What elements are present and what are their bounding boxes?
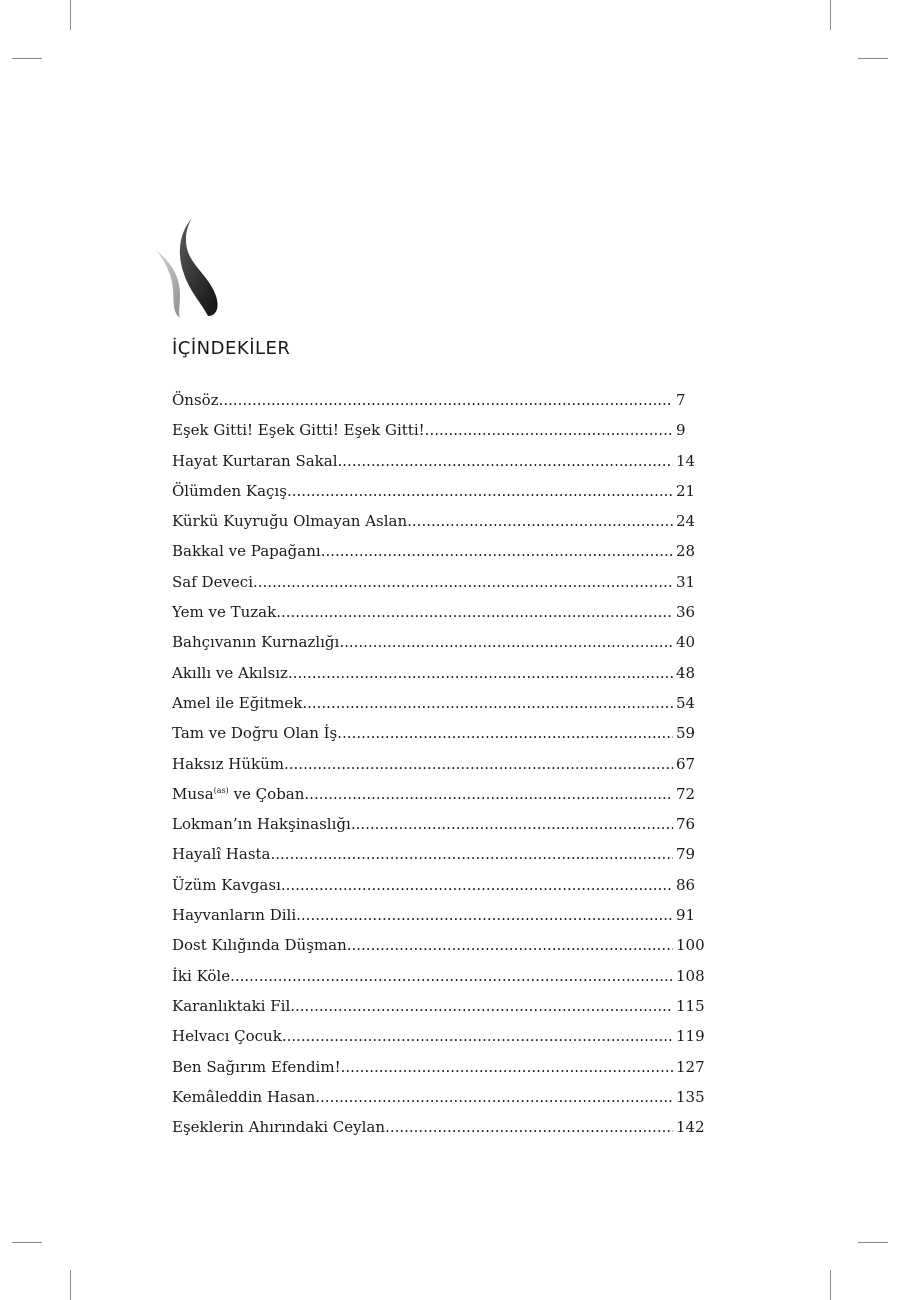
toc-entry-page-number: 76	[676, 815, 696, 834]
toc-entry-title-text: Kemâleddin Hasan	[172, 1087, 316, 1106]
toc-entry-title-text: Hayat Kurtaran Sakal	[172, 451, 338, 470]
toc-entry-page-number: 7	[676, 391, 686, 409]
dot-leader	[253, 567, 673, 597]
toc-entry-title	[172, 991, 290, 1021]
toc-entry-title-text: Lokman’ın Hakşinaslığı	[172, 815, 351, 834]
toc-entry-title	[172, 536, 321, 566]
dot-leader	[290, 991, 673, 1021]
toc-entry[interactable]	[172, 597, 706, 627]
toc-entry-page-number: 14	[676, 451, 696, 470]
toc-entry[interactable]	[172, 1052, 706, 1082]
toc-entry-title	[172, 809, 351, 839]
toc-entry-title	[172, 688, 302, 718]
toc-entry[interactable]	[172, 809, 706, 839]
toc-entry-title-text: Bahçıvanın Kurnazlığı	[172, 633, 340, 652]
toc-entry-page-number: 59	[676, 724, 696, 743]
toc-entry[interactable]	[172, 1112, 706, 1142]
dot-leader	[281, 870, 673, 900]
toc-entry-title-text: Bakkal ve Papağanı	[172, 542, 321, 561]
toc-entry-title-text: Dost Kılığında Düşman	[172, 936, 347, 955]
toc-entry-page-number: 119	[676, 1027, 705, 1046]
toc-entry-title	[172, 961, 230, 991]
toc-entry-title-text: Ben Sağırım Efendim!	[172, 1057, 341, 1076]
crop-mark-bottom-right-vertical	[830, 1270, 831, 1300]
calligraphic-swirl-icon	[150, 212, 222, 322]
toc-entry-title	[172, 870, 281, 900]
toc-entry-page-number: 31	[676, 572, 696, 591]
toc-entry-title-text: Kürkü Kuyruğu Olmayan Aslan	[172, 512, 408, 531]
toc-entry-page-number: 48	[676, 663, 696, 682]
toc-entry-title	[172, 718, 337, 748]
dot-leader	[219, 385, 673, 415]
toc-entry[interactable]	[172, 567, 706, 597]
toc-entry-title	[172, 597, 276, 627]
toc-entry-page-number: 86	[676, 875, 696, 894]
dot-leader	[282, 1021, 673, 1051]
dot-leader	[339, 627, 673, 657]
toc-entry-title-text: Musa	[172, 784, 214, 803]
toc-entry-title	[172, 476, 287, 506]
dot-leader	[347, 930, 673, 960]
toc-entry[interactable]	[172, 476, 706, 506]
toc-entry-page-number: 79	[676, 845, 696, 864]
toc-entry-page-number: 100	[676, 936, 705, 955]
toc-entry[interactable]	[172, 779, 706, 809]
toc-entry-title-text: Hayvanların Dili	[172, 906, 297, 925]
dot-leader	[271, 839, 674, 869]
toc-entry-page-number: 91	[676, 906, 696, 925]
toc-entry-page-number: 40	[676, 633, 696, 652]
dot-leader	[288, 658, 673, 688]
toc-entry-page-number: 28	[676, 542, 696, 561]
toc-entry[interactable]	[172, 900, 706, 930]
toc-entry[interactable]	[172, 536, 706, 566]
toc-entry-title-text: Eşek Gitti! Eşek Gitti! Eşek Gitti!	[172, 421, 425, 440]
table-of-contents	[172, 385, 706, 1142]
toc-heading: İÇİNDEKİLER	[172, 338, 291, 359]
toc-entry[interactable]	[172, 627, 706, 657]
toc-entry[interactable]	[172, 506, 706, 536]
toc-entry-title	[172, 749, 284, 779]
toc-entry-title	[172, 415, 425, 445]
toc-entry[interactable]	[172, 1082, 706, 1112]
toc-entry-title-text: Önsöz	[172, 391, 219, 409]
toc-entry-title	[172, 1112, 385, 1142]
toc-entry-page-number: 36	[676, 603, 696, 622]
dot-leader	[287, 476, 673, 506]
toc-entry[interactable]	[172, 930, 706, 960]
crop-mark-top-left-horizontal	[12, 58, 42, 59]
dot-leader	[302, 688, 673, 718]
toc-entry[interactable]	[172, 415, 706, 445]
toc-entry-page-number: 54	[676, 693, 696, 712]
toc-entry-title-text: Tam ve Doğru Olan İş	[172, 724, 338, 743]
toc-entry-title	[172, 930, 347, 960]
toc-entry-page-number: 142	[676, 1118, 705, 1137]
dot-leader	[338, 446, 673, 476]
toc-entry-page-number: 24	[676, 512, 696, 531]
toc-entry-title	[172, 900, 296, 930]
toc-entry[interactable]	[172, 658, 706, 688]
toc-entry-page-number: 72	[676, 784, 696, 803]
crop-mark-top-right-vertical	[830, 0, 831, 30]
toc-entry[interactable]	[172, 688, 706, 718]
toc-entry-title	[172, 1052, 341, 1082]
toc-entry[interactable]	[172, 870, 706, 900]
toc-entry[interactable]	[172, 749, 706, 779]
toc-entry-title	[172, 1021, 282, 1051]
toc-entry-title	[172, 506, 407, 536]
toc-entry-title	[172, 385, 219, 415]
toc-entry-page-number: 67	[676, 754, 696, 773]
crop-mark-bottom-right-horizontal	[858, 1242, 888, 1243]
toc-entry-title-text: Üzüm Kavgası	[172, 875, 281, 894]
dot-leader	[284, 749, 673, 779]
dot-leader	[351, 809, 673, 839]
dot-leader	[385, 1112, 673, 1142]
toc-entry-page-number: 127	[676, 1057, 705, 1076]
toc-entry-title-text: İki Köle	[172, 966, 231, 985]
dot-leader	[337, 718, 673, 748]
dot-leader	[304, 779, 673, 809]
toc-entry-title-text: Yem ve Tuzak	[172, 603, 277, 622]
crop-mark-top-left-vertical	[70, 0, 71, 30]
dot-leader	[230, 961, 673, 991]
toc-entry[interactable]	[172, 718, 706, 748]
toc-entry-title	[172, 779, 304, 809]
toc-entry-page-number: 135	[676, 1087, 705, 1106]
toc-entry-title	[172, 627, 339, 657]
toc-entry-title-text: Ölümden Kaçış	[172, 481, 287, 500]
dot-leader	[276, 597, 673, 627]
toc-entry-page-number: 108	[676, 966, 705, 985]
toc-entry-title-text: Karanlıktaki Fil	[172, 996, 291, 1015]
toc-entry-title-text: Haksız Hüküm	[172, 754, 284, 773]
toc-entry-title	[172, 446, 338, 476]
toc-entry-title	[172, 658, 288, 688]
dot-leader	[425, 415, 673, 445]
toc-entry-title-text: Helvacı Çocuk	[172, 1027, 282, 1046]
toc-entry-page-number: 115	[676, 996, 705, 1015]
toc-entry-title-text: Akıllı ve Akılsız	[172, 663, 288, 682]
toc-entry-page-number: 9	[676, 421, 686, 440]
toc-entry-title	[172, 1082, 315, 1112]
toc-entry[interactable]	[172, 839, 706, 869]
toc-entry[interactable]	[172, 446, 706, 476]
toc-entry[interactable]	[172, 385, 706, 415]
toc-entry-superscript: (as)	[213, 785, 229, 795]
toc-entry-title-text: Eşeklerin Ahırındaki Ceylan	[172, 1118, 386, 1137]
crop-mark-bottom-left-vertical	[70, 1270, 71, 1300]
crop-mark-bottom-left-horizontal	[12, 1242, 42, 1243]
toc-entry-title-text: Hayalî Hasta	[172, 845, 271, 864]
toc-entry[interactable]	[172, 961, 706, 991]
dot-leader	[407, 506, 673, 536]
toc-entry[interactable]	[172, 991, 706, 1021]
toc-entry-title	[172, 567, 253, 597]
crop-mark-top-right-horizontal	[858, 58, 888, 59]
toc-entry[interactable]	[172, 1021, 706, 1051]
dot-leader	[315, 1082, 673, 1112]
dot-leader	[321, 536, 673, 566]
toc-entry-page-number: 21	[676, 481, 696, 500]
dot-leader	[296, 900, 673, 930]
toc-entry-title-rest: ve Çoban	[228, 784, 305, 803]
dot-leader	[341, 1052, 673, 1082]
toc-entry-title-text: Amel ile Eğitmek	[172, 693, 303, 712]
toc-entry-title	[172, 839, 271, 869]
toc-entry-title-text: Saf Deveci	[172, 572, 253, 591]
